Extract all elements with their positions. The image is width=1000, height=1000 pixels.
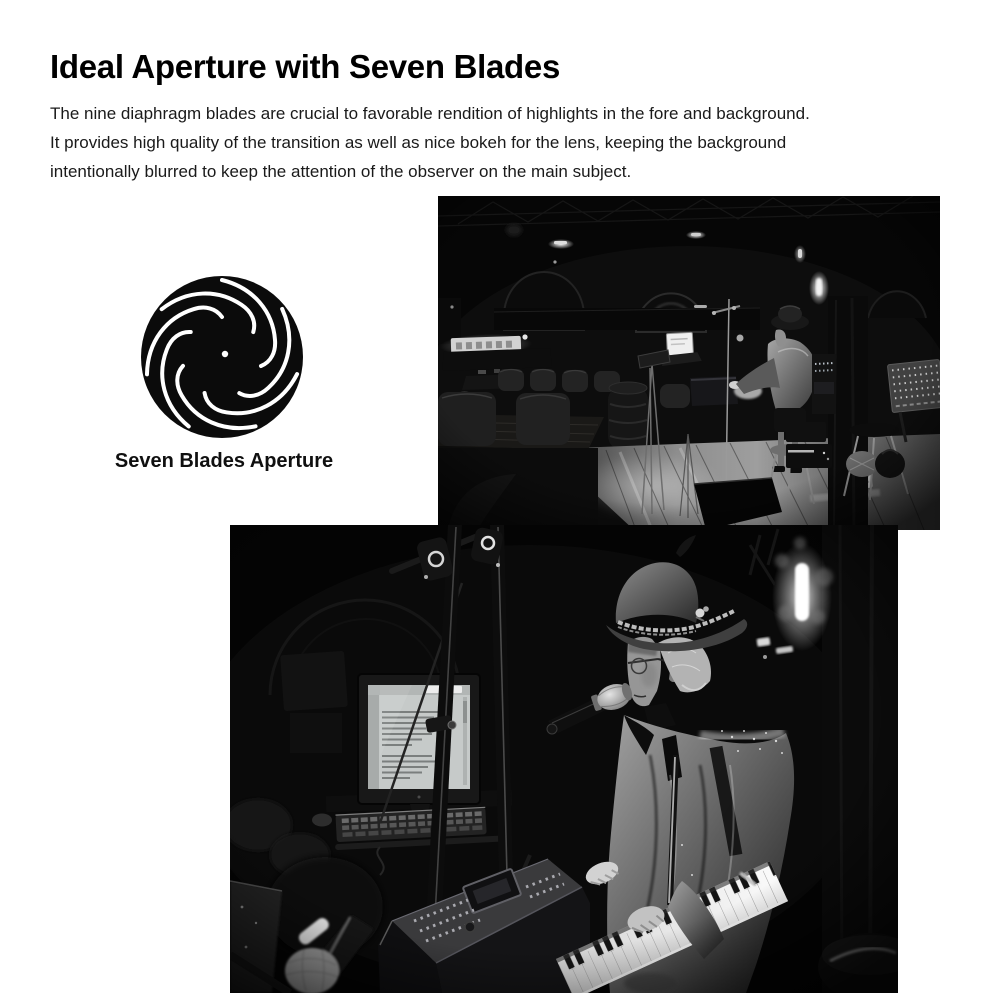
stage-wide-illustration [438, 196, 940, 530]
aperture-blades-icon [139, 274, 305, 440]
keyboardist-closeup-photo [230, 525, 898, 993]
description-paragraph [50, 99, 810, 186]
stage-wide-photo [438, 196, 940, 530]
paragraph-line: intentionally blurred to keep the attention of the observer on the main subject. [50, 162, 632, 181]
keyboardist-illustration [230, 525, 898, 993]
paragraph-line: It provides high quality of the transition as well as nice bokeh for the lens, keeping the background [50, 133, 787, 152]
paragraph-line: The nine diaphragm blades are crucial to favorable rendition of highlights in the fore and background. [50, 104, 810, 123]
aperture-caption: Seven Blades Aperture [114, 450, 334, 472]
page-title: Ideal Aperture with Seven Blades [50, 48, 561, 85]
